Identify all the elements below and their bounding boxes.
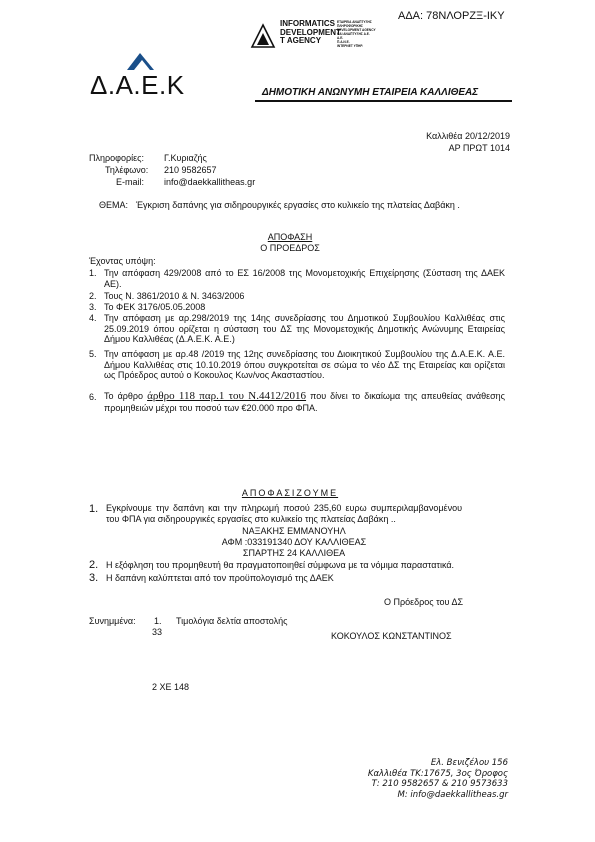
reference-code: 2 ΧΕ 148 (152, 682, 190, 692)
phone-value: 210 9582657 (164, 165, 217, 175)
agency-line: T AGENCY (280, 36, 322, 45)
decision-number: 3. (89, 572, 99, 584)
supplier-name: ΝΑΞΑΚΗΣ ΕΜΜΑΝΟΥΗΛ (242, 526, 346, 536)
list-item: Το ΦΕΚ 3176/05.05.2008 (104, 302, 206, 312)
footer-address (360, 758, 508, 800)
info-label: Πληροφορίες: (89, 153, 144, 163)
supplier-afm: ΑΦΜ :033191340 ΔΟΥ ΚΑΛΛΙΘΕΑΣ (221, 537, 367, 547)
attachment-number: 1. (154, 616, 162, 626)
agency-small-line: ΚΑΙ ΑΝΑΠΤΥΞΗΣ Α.Ε. (337, 32, 370, 36)
signature-name: ΚΟΚΟΥΛΟΣ ΚΩΝΣΤΑΝΤΙΝΟΣ (331, 631, 452, 641)
place-date: Καλλιθέα 20/12/2019 (426, 131, 510, 141)
agency-small-line: DEVELOPMENT AGENCY (337, 28, 376, 32)
agency-line: INFORMATICS (280, 19, 335, 28)
item-number: 1. (89, 268, 97, 278)
item-number: 5. (89, 349, 97, 359)
subject-text: Έγκριση δαπάνης για σιδηρουργικές εργασίες στο κυλικείο της πλατείας Δαβάκη . (136, 200, 460, 210)
item6-prefix: Το άρθρο (104, 391, 148, 401)
daek-logo-text: Δ.Α.Ε.Κ (90, 70, 185, 100)
phone-label: Τηλέφωνο: (105, 165, 149, 175)
agency-small-line: ΠΛΗΡΟΦΟΡΙΚΗΣ (337, 24, 363, 28)
item-number: 2. (89, 291, 97, 301)
list-item (104, 390, 505, 414)
agency-small-line: ΕΤΑΙΡΕΙΑ ΑΝΑΠΤΥΞΗΣ (337, 20, 372, 24)
president-title: Ο ΠΡΟΕΔΡΟΣ (260, 243, 320, 253)
org-name: ΔΗΜΟΤΙΚΗ ΑΝΩΝΥΜΗ ΕΤΑΙΡΕΙΑ ΚΑΛΛΙΘΕΑΣ (262, 87, 479, 98)
list-item: Την απόφαση 429/2008 από το ΕΣ 16/2008 της Μονομετοχικής Επιχείρησης (Σύσταση της ΔΑΕΚ ΑΕ). (104, 268, 505, 289)
agency-mark-icon (250, 23, 276, 49)
list-item: Τους Ν. 3861/2010 & Ν. 3463/2006 (104, 291, 245, 301)
protocol-number: ΑΡ ΠΡΩΤ 1014 (448, 143, 510, 153)
agency-logo (250, 20, 375, 54)
decision-text: Εγκρίνουμε την δαπάνη και την πληρωμή ποσού 235,60 ευρω συμπεριλαμβανομένου του ΦΠΑ για σιδηρουργικές εργασίες στο κυλικείο της πλατείας Δαβάκη .. (106, 503, 462, 524)
ada-code: ΑΔΑ: 78ΝΛΟΡΖΞ-ΙΚΥ (398, 10, 505, 22)
decision-text: Η δαπάνη καλύπτεται από τον προϋπολογισμό της ΔΑΕΚ (106, 573, 334, 583)
attachment-count: 33 (152, 627, 163, 637)
law-reference-link[interactable]: άρθρο 118 παρ.1 του Ν.4412/2016 (147, 390, 307, 402)
footer-line: Μ: info@daekkallitheas.gr (397, 789, 508, 800)
email-value: info@daekkallitheas.gr (164, 177, 256, 187)
considering-label: Έχοντας υπόψη: (89, 256, 156, 266)
footer-line: Ελ. Βενιζέλου 156 (430, 758, 508, 768)
agency-small-line: ΙΝΤΕΡΝΕΤ ΥΠΗΡ. (337, 44, 363, 48)
info-value: Γ.Κυριαζής (164, 153, 207, 163)
agency-small-line: Α.Ε. (337, 36, 344, 40)
decision-title: ΑΠΟΦΑΣΗ (267, 232, 313, 242)
email-label: E-mail: (116, 177, 145, 187)
decision-number: 2. (89, 559, 99, 571)
agency-line: DEVELOPMENT (280, 27, 341, 37)
subject-label: ΘΕΜΑ: (99, 200, 129, 210)
supplier-address: ΣΠΑΡΤΗΣ 24 ΚΑΛΛΙΘΕΑ (242, 548, 346, 558)
list-item: Την απόφαση με αρ.48 /2019 της 12ης συνεδρίασης του Διοικητικού Συμβουλίου της Δ.Α.Ε.Κ. Α.Ε. Δήμου Καλλιθέας στις 10.10.2019 όπου συγκροτείται σε σώμα το νέο ΔΣ της Εταιρείας και ορίζεται ως Πρόεδρος αυτού ο Κοκουλος Κων/νος Ακασταστίου. (104, 349, 505, 380)
list-item: Την απόφαση με αρ.298/2019 της 14ης συνεδρίασης του Δημοτικού Συμβουλίου Καλλιθέας στις 25.09.2019 όπου ορίζεται η σύσταση του ΔΣ της Μονομετοχικής Δημοτικής Ανώνυμης Εταιρείας Δήμου Καλλιθέας (Δ.Α.Ε.Κ. Α.Ε.) (104, 313, 505, 344)
item6-suffix: που δίνει το δικαίωμα της απευθείας ανάθεσης προμηθειών μέχρι του ποσού των €20.000 προ ΦΠΑ. (104, 391, 506, 413)
we-decide-title: ΑΠΟΦΑΣΙΖΟΥΜΕ (241, 488, 339, 498)
item-number: 3. (89, 302, 97, 312)
footer-line: Τ: 210 9582657 & 210 9573633 (371, 779, 508, 789)
daek-logo (88, 50, 188, 102)
attachments-label: Συνημμένα: (89, 616, 136, 626)
item-number: 6. (89, 392, 97, 402)
attachment-text: Τιμολόγια δελτία αποστολής (176, 616, 288, 626)
daek-mark-icon (124, 50, 158, 72)
signature-title: Ο Πρόεδρος του ΔΣ (384, 597, 464, 607)
item-number: 4. (89, 313, 97, 323)
header-rule (255, 100, 512, 102)
footer-line: Καλλιθέα ΤΚ:17675, 3ος Όροφος (367, 768, 508, 779)
agency-small-line: Π.Α.Ν.Ε. (337, 40, 350, 44)
decision-number: 1. (89, 503, 99, 515)
decision-text: Η εξόφληση του προμηθευτή θα πραγματοποιηθεί σύμφωνα με τα νόμιμα παραστατικά. (106, 560, 455, 570)
